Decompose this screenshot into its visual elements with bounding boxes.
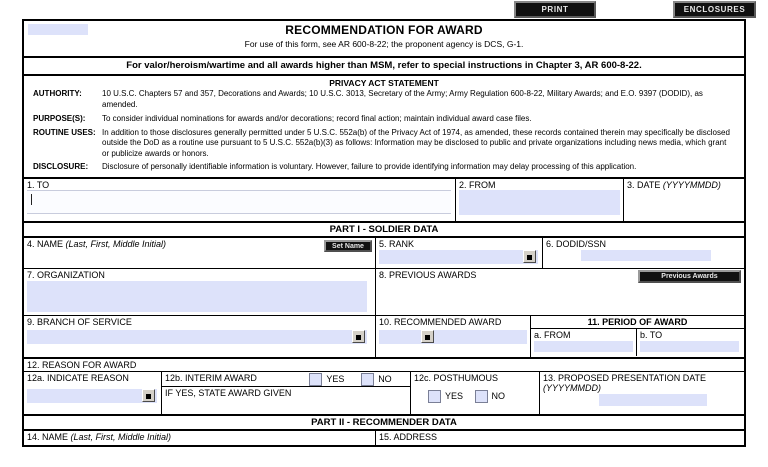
field-from[interactable] — [456, 179, 624, 221]
field-name-text: 4. NAME — [27, 238, 64, 249]
part-2-bar: PART II - RECOMMENDER DATA — [24, 416, 744, 431]
field-recommender-name-label — [27, 432, 372, 442]
interim-yes-checkbox[interactable] — [309, 373, 322, 386]
privacy-act-entry-routine-uses — [24, 125, 744, 160]
interim-award-yes-option[interactable] — [306, 372, 358, 386]
form-subtitle: For use of this form, see AR 600-8-22; the proponent agency is DCS, G-1. — [244, 39, 524, 49]
field-period-from[interactable] — [531, 329, 637, 356]
field-address[interactable] — [376, 431, 744, 445]
privacy-act-text: To consider individual nominations for awards and/or decorations; record final action; maintain individual award case files. — [102, 114, 532, 123]
field-name-label — [27, 239, 372, 249]
field-period-of-award — [531, 316, 744, 357]
field-branch-of-service-input[interactable] — [27, 330, 367, 344]
privacy-act-label: PURPOSE(S): — [33, 114, 86, 123]
form-header — [24, 21, 744, 58]
field-if-yes-state-award[interactable] — [162, 387, 410, 414]
field-dodid-ssn[interactable] — [543, 238, 744, 268]
field-if-yes-state-award-label: IF YES, STATE AWARD GIVEN — [165, 387, 292, 398]
interim-award-no-option[interactable] — [358, 372, 410, 386]
posthumous-yes-label: YES — [445, 391, 464, 401]
field-recommender-name-text: 14. NAME — [27, 431, 69, 442]
field-to-label: 1. TO — [27, 179, 50, 190]
field-interim-award-label: 12b. INTERIM AWARD — [165, 372, 257, 383]
field-organization-input[interactable] — [27, 281, 367, 312]
privacy-act-label: ROUTINE USES: — [33, 127, 96, 137]
field-recommended-award-input[interactable] — [379, 330, 527, 344]
field-period-to-label: b. TO — [640, 329, 663, 340]
privacy-act-title: PRIVACY ACT STATEMENT — [329, 78, 439, 88]
posthumous-yes-checkbox[interactable] — [428, 390, 441, 403]
form-title: RECOMMENDATION FOR AWARD — [285, 23, 483, 37]
valor-instruction: For valor/heroism/wartime and all awards higher than MSM, refer to special instructions in Chapter 3, AR 600-8-22. — [24, 58, 744, 76]
field-date-text: 3. DATE — [627, 179, 661, 190]
field-proposed-presentation-date-format: (YYYYMMDD) — [543, 382, 601, 393]
field-branch-of-service-label: 9. BRANCH OF SERVICE — [27, 316, 132, 327]
field-address-label: 15. ADDRESS — [379, 431, 438, 442]
previous-awards-button[interactable]: Previous Awards — [638, 270, 741, 283]
posthumous-no-option[interactable] — [475, 390, 506, 403]
set-name-button[interactable]: Set Name — [324, 240, 372, 252]
text-cursor — [31, 194, 32, 205]
posthumous-no-checkbox[interactable] — [475, 390, 488, 403]
field-period-to-input[interactable] — [640, 341, 739, 352]
privacy-act-text: In addition to those disclosures generally permitted under 5 U.S.C. 552a(b) of the Privacy Act of 1974, as amended, these records contained therein may specifically be disclosed outside the DoD as a routine use pursuant to 5 U.S.C. 552a(b)(3) as follows: Information may be disclosed to public and private organizations including news media, which grant or publicize awards or honors. — [102, 127, 730, 158]
print-button[interactable]: PRINT — [514, 1, 596, 18]
part-1-bar: PART I - SOLDIER DATA — [24, 223, 744, 238]
row-organization-previous-awards — [24, 269, 744, 316]
row-name-rank-dodid — [24, 238, 744, 269]
field-rank-dropdown-icon[interactable] — [523, 250, 536, 263]
field-from-input[interactable] — [459, 190, 620, 215]
field-proposed-presentation-date[interactable] — [540, 372, 744, 414]
field-period-to[interactable] — [637, 329, 744, 356]
field-rank-label: 5. RANK — [379, 238, 415, 249]
row-branch-award-period — [24, 316, 744, 359]
field-from-label: 2. FROM — [459, 179, 496, 190]
interim-award-toprow — [162, 372, 410, 387]
field-recommender-name[interactable] — [24, 431, 376, 445]
field-posthumous — [411, 372, 540, 414]
field-organization[interactable] — [24, 269, 376, 315]
field-date-format: (YYYYMMDD) — [662, 179, 721, 190]
privacy-act-entry-authority — [24, 88, 744, 110]
row-recommender-name-address — [24, 431, 744, 445]
field-previous-awards-label: 8. PREVIOUS AWARDS — [379, 269, 477, 280]
field-to-input[interactable] — [27, 190, 451, 214]
recommendation-for-award-form — [22, 19, 746, 447]
row-to-from-date — [24, 179, 744, 223]
field-posthumous-label: 12c. POSTHUMOUS — [414, 372, 499, 383]
field-interim-award — [162, 372, 411, 414]
form-number-field[interactable] — [28, 24, 88, 35]
enclosures-button[interactable]: ENCLOSURES — [673, 1, 756, 18]
field-to[interactable] — [24, 179, 456, 221]
row-reason-interim-posthumous-date — [24, 372, 744, 416]
field-recommended-award-label: 10. RECOMMENDED AWARD — [379, 316, 502, 327]
interim-yes-wrap[interactable] — [309, 373, 344, 386]
posthumous-no-label: NO — [491, 391, 506, 401]
field-branch-of-service-dropdown-icon[interactable] — [352, 330, 365, 343]
privacy-act-entry-disclosure — [24, 159, 744, 173]
field-dodid-ssn-input[interactable] — [581, 250, 711, 261]
field-dodid-ssn-label: 6. DODID/SSN — [546, 238, 607, 249]
field-indicate-reason[interactable] — [24, 372, 162, 414]
field-proposed-presentation-date-label: 13. PROPOSED PRESENTATION DATE — [543, 372, 707, 383]
field-recommended-award[interactable] — [376, 316, 531, 357]
field-indicate-reason-label: 12a. INDICATE REASON — [27, 372, 129, 383]
field-proposed-presentation-date-input[interactable] — [599, 394, 707, 406]
field-date-label — [627, 180, 741, 190]
interim-no-wrap[interactable] — [361, 373, 392, 386]
field-recommended-award-dropdown-icon[interactable] — [421, 330, 434, 343]
field-indicate-reason-dropdown-icon[interactable] — [142, 389, 155, 402]
field-rank[interactable] — [376, 238, 543, 268]
field-period-from-input[interactable] — [534, 341, 633, 352]
field-period-from-label: a. FROM — [534, 329, 571, 340]
interim-no-checkbox[interactable] — [361, 373, 374, 386]
privacy-act-statement — [24, 76, 744, 179]
field-recommender-name-format: (Last, First, Middle Initial) — [70, 431, 172, 442]
privacy-act-label: AUTHORITY: — [33, 89, 82, 98]
posthumous-yes-option[interactable] — [428, 390, 463, 403]
interim-no-label: NO — [378, 374, 392, 384]
period-of-award-subrow — [531, 329, 744, 356]
field-previous-awards[interactable] — [376, 269, 744, 315]
field-period-of-award-label: 11. PERIOD OF AWARD — [531, 316, 744, 329]
field-branch-of-service[interactable] — [24, 316, 376, 357]
field-organization-label: 7. ORGANIZATION — [27, 269, 105, 280]
privacy-act-text: 10 U.S.C. Chapters 57 and 357, Decorations and Awards; 10 U.S.C. 3013, Secretary of the Army; Army Regulation 600-8-22, Military Awards; and E.O. 9397 (DODID), as amended. — [102, 89, 703, 109]
field-reason-for-award-header: 12. REASON FOR AWARD — [24, 359, 744, 372]
field-name-format: (Last, First, Middle Initial) — [65, 238, 167, 249]
field-name[interactable] — [24, 238, 376, 268]
privacy-act-entry-purpose — [24, 110, 744, 125]
interim-yes-label: YES — [326, 374, 345, 384]
top-button-bar — [0, 0, 768, 19]
privacy-act-text: Disclosure of personally identifiable information is voluntary. However, failure to provide identifying information may delay processing of this application. — [102, 162, 637, 171]
field-date[interactable] — [624, 179, 744, 221]
field-rank-input[interactable] — [379, 250, 538, 264]
privacy-act-label: DISCLOSURE: — [33, 162, 89, 171]
field-indicate-reason-input[interactable] — [27, 389, 157, 403]
